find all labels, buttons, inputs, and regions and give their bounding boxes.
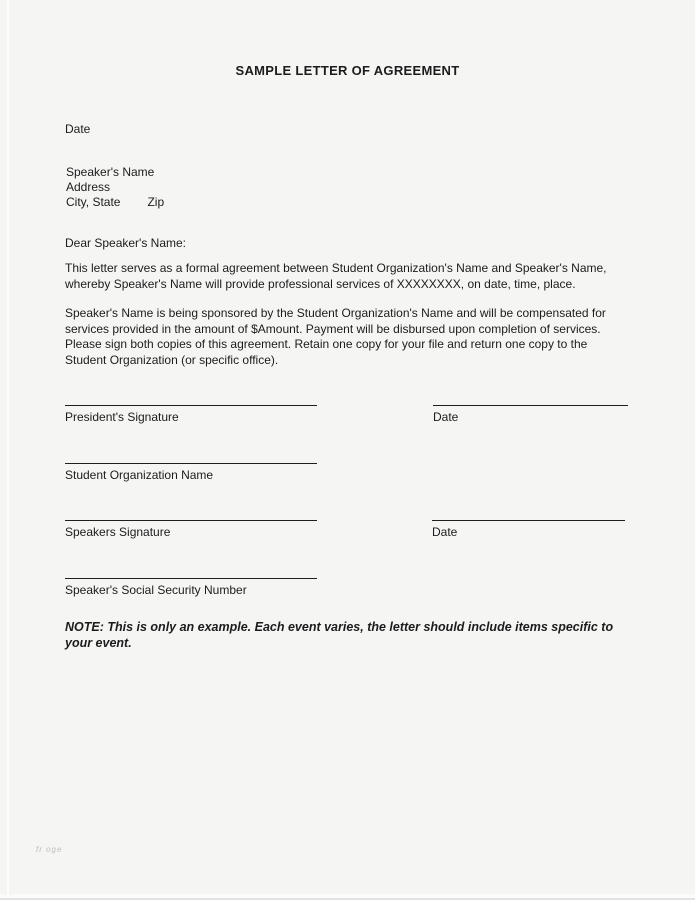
scan-edge-artifact-left [7, 0, 9, 900]
note-line-2: your event. [65, 636, 132, 650]
recipient-address: Address [66, 180, 111, 195]
signature-label: Student Organization Name [65, 468, 214, 482]
recipient-block [66, 165, 164, 211]
paragraph-2-line-3: Please sign both copies of this agreement. Retain one copy for your file and return one copy to the [65, 337, 588, 352]
signature-line [65, 463, 317, 464]
recipient-name: Speaker's Name [66, 165, 155, 179]
recipient-city-state-zip [66, 195, 164, 210]
paragraph-2 [65, 306, 606, 369]
recipient-city-state: City, State [66, 195, 121, 210]
date-line [433, 405, 628, 406]
signature-line [65, 405, 317, 406]
paragraph-2-line-4: Student Organization (or specific office). [65, 353, 279, 368]
recipient-zip: Zip [147, 195, 165, 210]
paragraph-2-line-2: services provided in the amount of $Amount. Payment will be disbursed upon completion of services. [65, 321, 601, 336]
signature-label: Speakers Signature [65, 525, 171, 539]
signature-label: Speaker's Social Security Number [65, 583, 247, 597]
paragraph-2-line-1: Speaker's Name is being sponsored by the Student Organization's Name and will be compensated for [65, 306, 606, 320]
date-label: Date [433, 410, 459, 424]
watermark-text: fr oge [36, 845, 63, 854]
note [65, 619, 613, 651]
signature-line [65, 578, 317, 579]
page-title: SAMPLE LETTER OF AGREEMENT [235, 63, 460, 78]
paragraph-1-line-2: whereby Speaker's Name will provide professional services of XXXXXXXX, on date, time, place. [65, 276, 576, 291]
paragraph-1-line-1: This letter serves as a formal agreement between Student Organization's Name and Speaker's Name, [65, 261, 607, 275]
salutation: Dear Speaker's Name: [65, 236, 187, 250]
note-line-1: NOTE: This is only an example. Each event varies, the letter should include items specific to [65, 620, 614, 634]
date-label: Date [65, 122, 91, 136]
date-line [432, 520, 625, 521]
signature-line [65, 520, 317, 521]
signature-label: President's Signature [65, 410, 179, 424]
date-label: Date [432, 525, 458, 539]
paragraph-1 [65, 261, 607, 292]
